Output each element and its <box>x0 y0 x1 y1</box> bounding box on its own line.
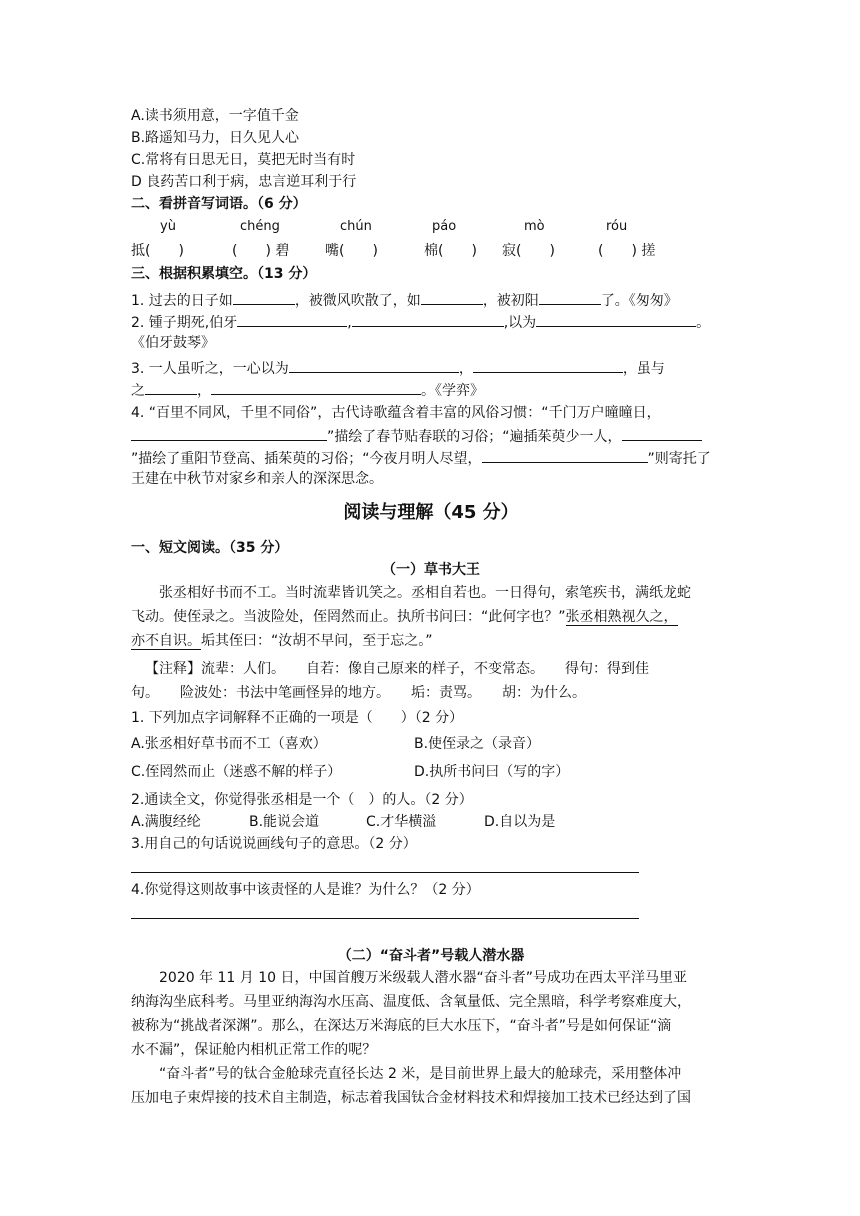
blank <box>622 425 702 441</box>
reading-title: 阅读与理解（45 分） <box>343 502 519 523</box>
reading-q4: 4.你觉得这则故事中该责怪的人是谁？为什么？（2 分） <box>131 882 480 898</box>
fill-q3-cont: 之 ， 。《学弈》 <box>131 379 484 401</box>
passage2-line1: 2020 年 11 月 10 日，中国首艘万米级载人潜水器“奋斗者”号成功在西太平洋马里亚 <box>159 970 688 986</box>
pinyin-3: chún <box>340 219 372 234</box>
passage1-line1: 张丞相好书而不工。当时流辈皆讥笑之。丞相自若也。一日得句，索笔疾书，满纸龙蛇 <box>159 585 691 601</box>
reading-q3: 3.用自己的句话说说画线句子的意思。（2 分） <box>131 836 417 852</box>
passage1-line3: 亦不自识。垢其侄曰：“汝胡不早问，至于忘之。” <box>131 633 433 649</box>
blank <box>145 379 197 395</box>
word-3: 嘴( ) <box>325 243 378 259</box>
reading-q2: 2.通读全文，你觉得张丞相是一个（ ）的人。（2 分） <box>131 792 473 808</box>
pinyin-2: chéng <box>240 219 280 234</box>
word-5: 寂( ) <box>502 243 555 259</box>
word-6: ( ) 搓 <box>598 243 656 259</box>
blank <box>421 289 483 305</box>
blank <box>473 357 623 373</box>
pinyin-1: yù <box>160 219 176 234</box>
word-1: 抵( ) <box>131 243 184 259</box>
fill-q4-line2: ”描绘了春节贴春联的习俗；“遍插茱萸少一人， <box>131 425 702 447</box>
story-title: （一）草书大王 <box>382 562 480 578</box>
fill-q4: 4. “百里不同风，千里不同俗”，古代诗歌蕴含着丰富的风俗习惯：“千门万户曈曈日， <box>131 405 661 421</box>
pinyin-6: róu <box>606 219 628 234</box>
answer-line <box>131 918 639 919</box>
blank <box>237 311 347 327</box>
option-b: B.路遥知马力，日久见人心 <box>131 130 300 146</box>
pinyin-5: mò <box>524 219 545 234</box>
reading-q2-b: B.能说会道 <box>249 814 320 830</box>
section2-title: 二、看拼音写词语。（6 分） <box>131 196 307 212</box>
fill-q4-line3: ”描绘了重阳节登高、插茱萸的习俗；“今夜月明人尽望， ”则寄托了 <box>131 447 711 469</box>
fill-q2: 2. 锺子期死,伯牙 , ,以为 。 <box>131 311 710 333</box>
blank <box>482 447 648 463</box>
fill-q1: 1. 过去的日子如 ，被微风吹散了，如 ，被初阳 了。《匆匆》 <box>131 289 678 311</box>
passage2-line4: 水不漏”，保证舱内相机正常工作的呢？ <box>131 1042 377 1058</box>
passage2-title: （二）“奋斗者”号载人潜水器 <box>337 948 525 964</box>
underlined-sentence-cont: 亦不自识。 <box>131 633 201 649</box>
reading-q2-c: C.才华横溢 <box>366 814 437 830</box>
reading-q2-a: A.满腹经纶 <box>131 814 201 830</box>
reading-q1-b: B.使侄录之（录音） <box>414 736 541 752</box>
passage2-line2: 纳海沟坐底科考。马里亚纳海沟水压高、温度低、含氧量低、完全黑暗，科学考察难度大， <box>131 994 691 1010</box>
reading-q2-d: D.自以为是 <box>484 814 556 830</box>
reading-q1: 1. 下列加点字词解释不正确的一项是（ ）（2 分） <box>131 710 464 726</box>
reading-q1-d: D.执所书问曰（写的字） <box>414 764 570 780</box>
option-c: C.常将有日思无日，莫把无时当有时 <box>131 152 356 168</box>
reading-q1-c: C.侄罔然而止（迷惑不解的样子） <box>131 764 342 780</box>
underlined-sentence: 张丞相熟视久之， <box>565 609 678 625</box>
fill-q4-line4: 王建在中秋节对家乡和亲人的深深思念。 <box>131 471 383 487</box>
fill-q3: 3. 一人虽听之，一心以为 ， ，虽与 <box>131 357 665 379</box>
reading-part1-title: 一、短文阅读。（35 分） <box>131 540 289 556</box>
blank <box>233 289 295 305</box>
blank <box>539 289 601 305</box>
reading-q1-a: A.张丞相好草书而不工（喜欢） <box>131 736 327 752</box>
passage1-line2: 飞动。使侄录之。当波险处，侄罔然而止。执所书问曰：“此何字也？”张丞相熟视久之， <box>131 609 678 625</box>
word-4: 棉( ) <box>424 243 477 259</box>
pinyin-4: páo <box>432 219 457 234</box>
section3-title: 三、根据积累填空。（13 分） <box>131 266 317 282</box>
answer-line <box>131 872 639 873</box>
passage2-line5: “奋斗者”号的钛合金舱球壳直径长达 2 米，是目前世界上最大的舱球壳，采用整体冲 <box>159 1066 682 1082</box>
option-a: A.读书须用意，一字值千金 <box>131 108 299 124</box>
blank <box>131 425 327 441</box>
notes-line2: 句。 险波处：书法中笔画怪异的地方。 垢：责骂。 胡：为什么。 <box>131 685 586 701</box>
blank <box>536 311 696 327</box>
passage2-line3: 被称为“挑战者深渊”。那么，在深达万米海底的巨大水压下，“奋斗者”号是如何保证“滴 <box>131 1018 672 1034</box>
blank <box>352 311 504 327</box>
blank <box>211 379 421 395</box>
word-2: ( ) 碧 <box>232 243 290 259</box>
passage2-line6: 压加电子束焊接的技术自主制造，标志着我国钛合金材料技术和焊接加工技术已经达到了国 <box>131 1090 691 1106</box>
blank <box>289 357 459 373</box>
fill-q2-source: 《伯牙鼓琴》 <box>131 335 215 351</box>
notes-line1: 【注释】流辈：人们。 自若：像自己原来的样子，不变常态。 得句：得到佳 <box>145 661 649 677</box>
option-d: D 良药苦口利于病，忠言逆耳利于行 <box>131 174 357 190</box>
